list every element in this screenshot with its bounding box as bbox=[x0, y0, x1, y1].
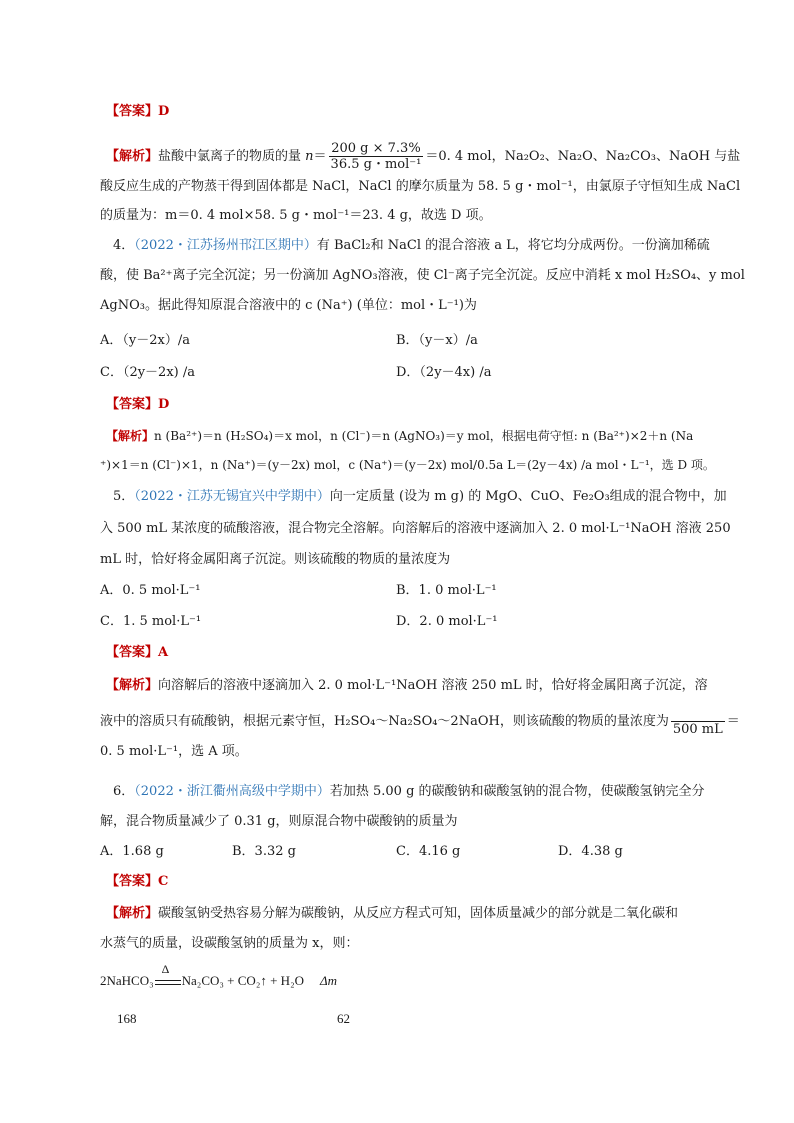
q5-option-b: B．1. 0 mol·L⁻¹ bbox=[396, 583, 497, 598]
fraction: $\frac{200 g \times 7.3\%}{\text{36.5 g・mol⁻¹}}$ bbox=[330, 141, 422, 172]
q3-answer-line bbox=[106, 103, 169, 121]
q3-analysis-line-2: 酸反应生成的产物蒸干得到固体都是 NaCl，NaCl 的摩尔质量为 58. 5 g・mol⁻¹，由氯原子守恒知生成 NaCl bbox=[100, 179, 741, 194]
q4-option-b: B．（y－x）/a bbox=[396, 333, 478, 348]
analysis-tag: 【解析】 bbox=[106, 149, 159, 164]
q5-stem-line-3: mL 时，恰好将金属阳离子沉淀。则该硫酸的物质的量浓度为 bbox=[100, 552, 451, 567]
q6-analysis-line-2: 水蒸气的质量，设碳酸氢钠的质量为 x，则： bbox=[100, 936, 359, 951]
q5-analysis-line-3: 0. 5 mol·L⁻¹，选 A 项。 bbox=[100, 744, 248, 759]
q5-option-c: C．1. 5 mol·L⁻¹ bbox=[100, 614, 202, 629]
q3-analysis-line-1: 【解析】盐酸中氯离子的物质的量 n＝ $\frac{200 g \times 7.3\%}{\text{36.5 g・mol⁻¹}}$ ＝0. 4 mol，Na₂O₂、Na₂O、Na₂CO₃、NaOH 与盐 bbox=[106, 141, 741, 172]
q6-option-d: D．4.38 g bbox=[558, 844, 623, 859]
heating-arrow: Δ bbox=[154, 972, 182, 990]
q4-answer-line: 【答案】D bbox=[106, 397, 170, 412]
q5-stem-line-2: 入 500 mL 某浓度的硫酸溶液，混合物完全溶解。向溶解后的溶液中逐滴加入 2. 0 mol·L⁻¹NaOH 溶液 250 bbox=[100, 521, 731, 536]
q6-stem-line-2: 解，混合物质量减少了 0.31 g，则原混合物中碳酸钠的质量为 bbox=[100, 814, 458, 829]
q4-source: （2022・江苏扬州邗江区期中） bbox=[134, 238, 317, 253]
q4-analysis-line-2: ⁺)×1＝n (Cl⁻)×1，n (Na⁺)＝(y－2x) mol，c (Na⁺)＝(y－2x) mol/0.5a L＝(2y－4x) /a mol・L⁻¹，选 D 项。 bbox=[100, 458, 715, 472]
fraction: 500 mL bbox=[671, 706, 725, 737]
q5-option-a: A．0. 5 mol·L⁻¹ bbox=[100, 583, 201, 598]
mass-change-62: 62 bbox=[337, 1011, 350, 1026]
q5-analysis-line-1: 【解析】向溶解后的溶液中逐滴加入 2. 0 mol·L⁻¹NaOH 溶液 250 mL 时，恰好将金属阳离子沉淀，溶 bbox=[106, 678, 708, 693]
q5-source: （2022・江苏无锡宜兴中学期中） bbox=[134, 489, 330, 504]
q5-answer-line: 【答案】A bbox=[106, 645, 169, 660]
q4-stem-line-1: 4．（2022・江苏扬州邗江区期中）有 BaCl₂和 NaCl 的混合溶液 a L，将它均分成两份。一份滴加稀硫 bbox=[113, 238, 710, 253]
q5-answer: A bbox=[158, 645, 169, 660]
q4-option-c: C．（2y－2x) /a bbox=[100, 365, 195, 380]
q4-analysis-line-1: 【解析】n (Ba²⁺)＝n (H₂SO₄)＝x mol，n (Cl⁻)＝n (AgNO₃)＝y mol，根据电荷守恒: n (Ba²⁺)×2＋n (Na bbox=[106, 429, 694, 443]
q6-source: （2022・浙江衢州高级中学期中） bbox=[134, 784, 330, 799]
q6-option-a: A．1.68 g bbox=[100, 844, 164, 859]
q5-stem-line-1: 5．（2022・江苏无锡宜兴中学期中）向一定质量 (设为 m g) 的 MgO、CuO、Fe₂O₃组成的混合物中，加 bbox=[113, 489, 727, 504]
q5-option-d: D．2. 0 mol·L⁻¹ bbox=[396, 614, 498, 629]
q4-stem-line-2: 酸，使 Ba²⁺离子完全沉淀；另一份滴加 AgNO₃溶液，使 Cl⁻离子完全沉淀。反应中消耗 x mol H₂SO₄、y mol bbox=[100, 268, 745, 283]
q6-answer: C bbox=[158, 874, 169, 889]
reaction-equation: 2NaHCO₃ Δ Na₂CO₃ + CO₂↑ + H₂O Δm bbox=[100, 962, 338, 988]
q4-option-d: D．（2y－4x) /a bbox=[396, 365, 492, 380]
q3-analysis-line-3: 的质量为：m＝0. 4 mol×58. 5 g・mol⁻¹＝23. 4 g，故选 D 项。 bbox=[100, 208, 492, 223]
q4-answer: D bbox=[158, 397, 170, 412]
q5-analysis-line-2: 液中的溶质只有硫酸钠，根据元素守恒，H₂SO₄～Na₂SO₄～2NaOH，则该硫酸的物质的量浓度为 500 mL ＝ bbox=[100, 705, 740, 739]
q4-option-a: A．（y－2x）/a bbox=[100, 333, 190, 348]
q6-option-c: C．4.16 g bbox=[396, 844, 461, 859]
molar-mass-168: 168 bbox=[117, 1011, 137, 1026]
q6-option-b: B．3.32 g bbox=[232, 844, 296, 859]
q4-stem-line-3: AgNO₃。据此得知原混合溶液中的 c (Na⁺) (单位：mol・L⁻¹)为 bbox=[100, 298, 477, 313]
answer-tag: 【答案】 bbox=[106, 104, 159, 119]
q3-answer: D bbox=[158, 104, 170, 119]
q6-analysis-line-1: 【解析】碳酸氢钠受热容易分解为碳酸钠，从反应方程式可知，固体质量减少的部分就是二氧化碳和 bbox=[106, 906, 679, 921]
q6-stem-line-1: 6．（2022・浙江衢州高级中学期中）若加热 5.00 g 的碳酸钠和碳酸氢钠的混合物，使碳酸氢钠完全分 bbox=[113, 784, 705, 799]
q6-answer-line: 【答案】C bbox=[106, 874, 169, 889]
